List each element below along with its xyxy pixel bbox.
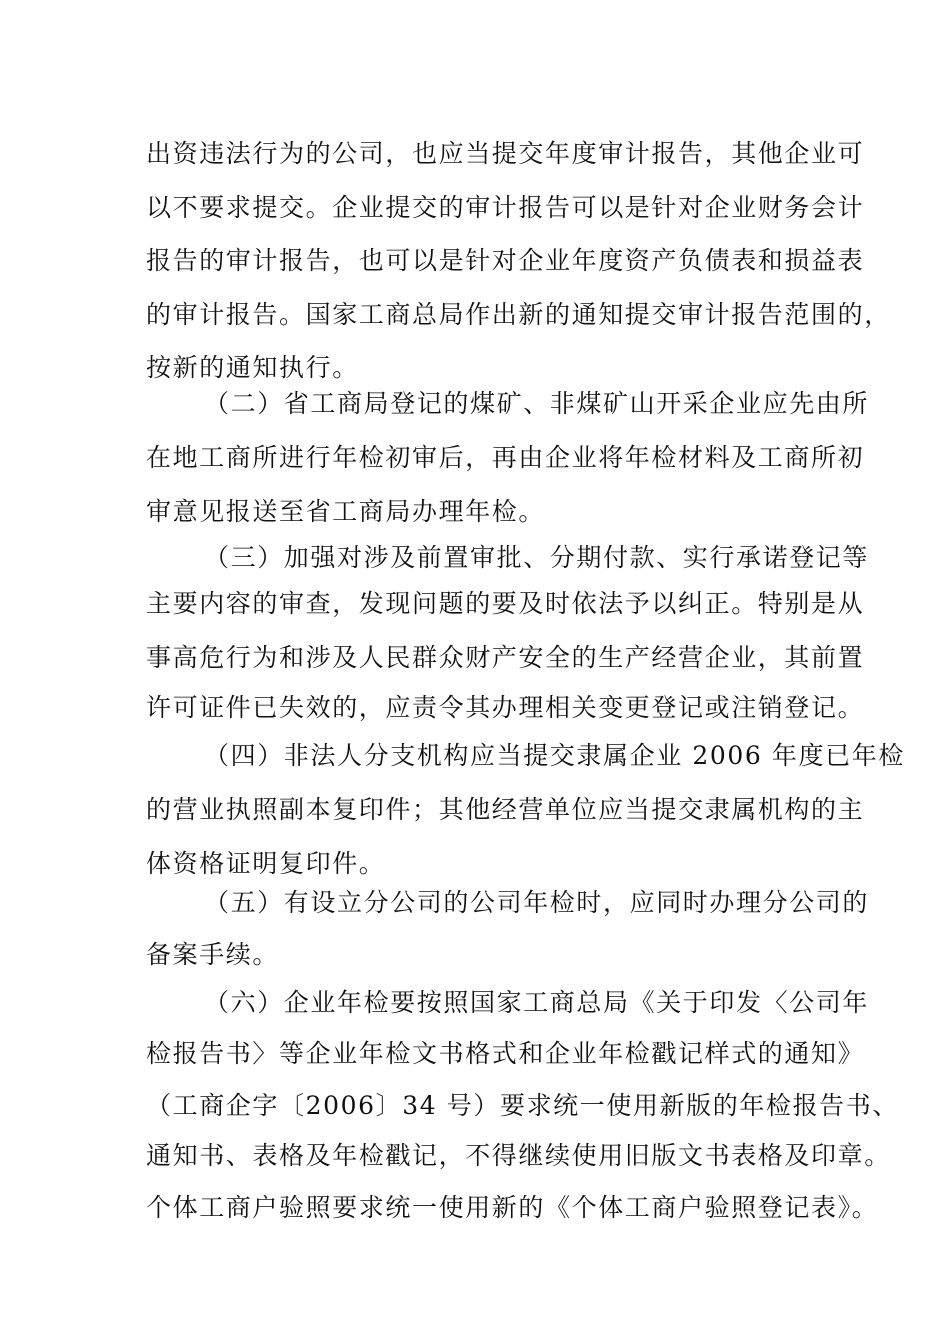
text-line: 个体工商户验照要求统一使用新的《个体工商户验照登记表》。 [146, 1193, 879, 1222]
text-line: 事高危行为和涉及人民群众财产安全的生产经营企业，其前置 [146, 643, 865, 672]
paragraph-start-line: （三）加强对涉及前置审批、分期付款、实行承诺登记等 [204, 543, 870, 572]
text-line: 报告的审计报告，也可以是针对企业年度资产负债表和损益表 [146, 246, 865, 275]
text-line: 按新的通知执行。 [146, 353, 359, 382]
text-line: 检报告书〉等企业年检文书格式和企业年检戳记样式的通知》 [146, 1039, 865, 1068]
text-line: 出资违法行为的公司，也应当提交年度审计报告，其他企业可 [146, 139, 865, 168]
text-line: 以不要求提交。企业提交的审计报告可以是针对企业财务会计 [146, 193, 865, 222]
paragraph-start-line: （四）非法人分支机构应当提交隶属企业 2006 年度已年检 [204, 741, 905, 770]
text-line: 的审计报告。国家工商总局作出新的通知提交审计报告范围的， [146, 300, 891, 329]
text-line: 在地工商所进行年检初审后，再由企业将年检材料及工商所初 [146, 443, 865, 472]
text-line: 备案手续。 [146, 940, 280, 969]
text-line: 许可证件已失效的，应责令其办理相关变更登记或注销登记。 [146, 693, 865, 722]
text-line: 通知书、表格及年检戳记，不得继续使用旧版文书表格及印章。 [146, 1141, 891, 1170]
text-line: （工商企字〔2006〕34 号）要求统一使用新版的年检报告书、 [146, 1091, 899, 1120]
paragraph-start-line: （二）省工商局登记的煤矿、非煤矿山开采企业应先由所 [204, 389, 870, 418]
text-line: 主要内容的审查，发现问题的要及时依法予以纠正。特别是从 [146, 589, 865, 618]
text-line: 的营业执照副本复印件；其他经营单位应当提交隶属机构的主 [146, 795, 865, 824]
paragraph-start-line: （六）企业年检要按照国家工商总局《关于印发〈公司年 [204, 988, 870, 1017]
paragraph-start-line: （五）有设立分公司的公司年检时，应同时办理分公司的 [204, 888, 870, 917]
text-line: 审意见报送至省工商局办理年检。 [146, 497, 546, 526]
text-line: 体资格证明复印件。 [146, 849, 386, 878]
